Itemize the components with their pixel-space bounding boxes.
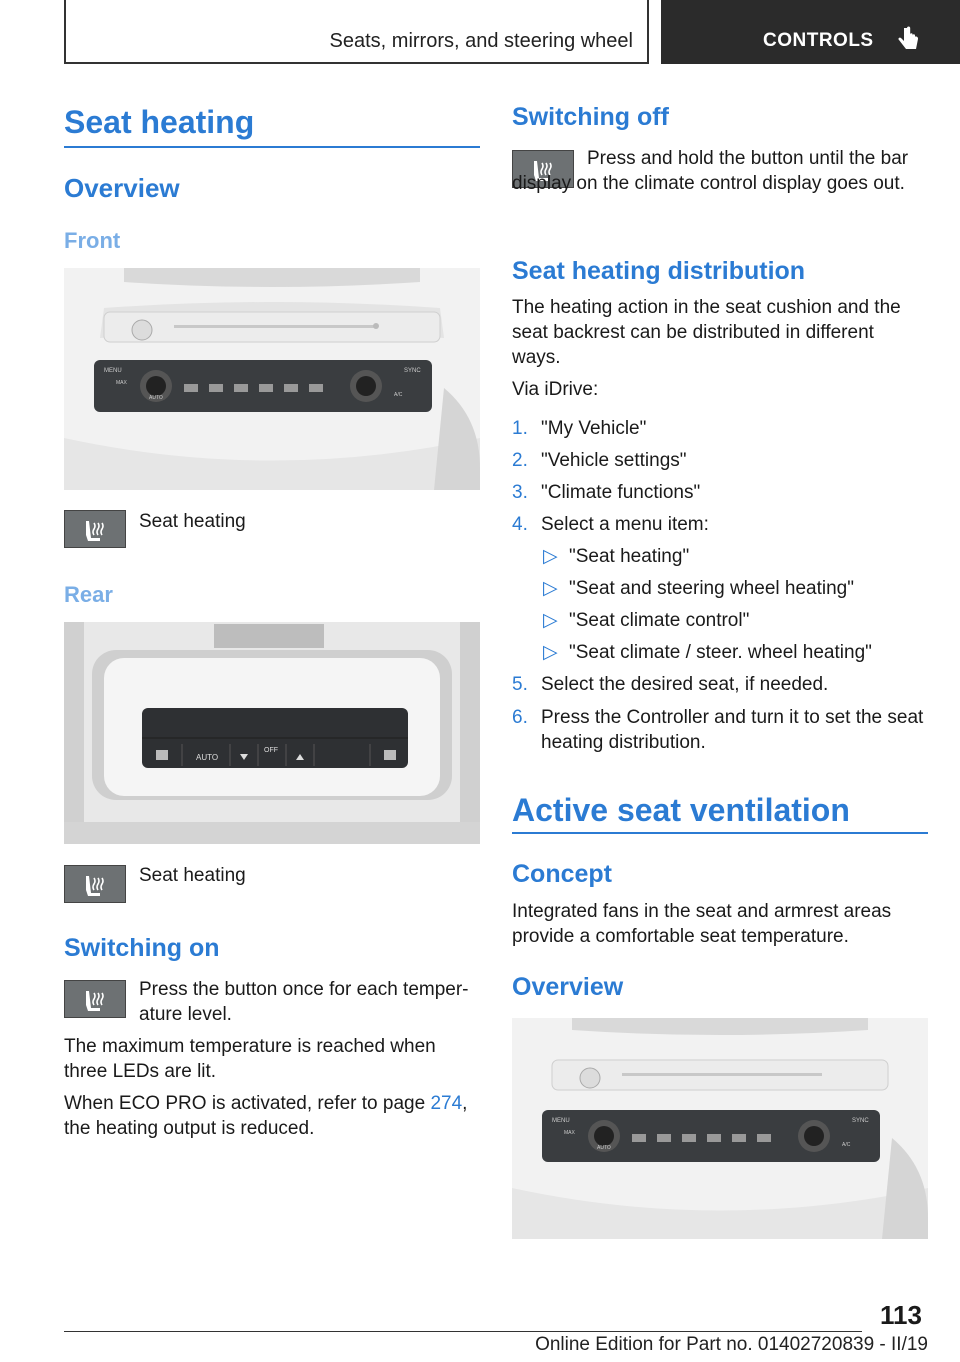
sub-list-item: "Seat heating": [569, 546, 690, 567]
switching-off-heading: Switching off: [512, 103, 669, 131]
step-number: 5.: [512, 674, 528, 695]
chapter-tab: [661, 0, 960, 64]
panel-label-ac: A/C: [842, 1142, 851, 1148]
hand-pointer-icon: [897, 26, 921, 54]
panel-label-sync: SYNC: [404, 368, 421, 374]
seat-heating-icon: [82, 517, 110, 543]
panel-label-auto: AUTO: [149, 395, 163, 401]
list-item: [512, 672, 528, 697]
rear-seat-heating-button: [64, 865, 126, 903]
switch-on-button: [64, 980, 126, 1018]
page-link-274[interactable]: 274: [430, 1093, 463, 1114]
step-number: 2.: [512, 450, 528, 471]
panel-label-auto: AUTO: [597, 1145, 611, 1151]
eco-text-pre: When ECO PRO is activated, refer to page: [64, 1093, 431, 1114]
front-heading: Front: [64, 228, 121, 253]
chapter-label: CONTROLS: [763, 30, 874, 51]
list-item: [512, 416, 528, 441]
seat-heating-icon: [82, 987, 110, 1013]
list-item: [512, 705, 528, 730]
ventilation-rule: [512, 832, 928, 834]
ventilation-overview-heading: Overview: [512, 973, 624, 1001]
eco-text-post: , the heating output is reduced.: [64, 1093, 468, 1139]
list-item: [512, 512, 528, 537]
rear-label-auto: AUTO: [196, 753, 219, 762]
rear-climate-panel-photo: [64, 622, 480, 844]
panel-label-ac: A/C: [394, 392, 403, 398]
triangle-bullet-icon: ▷: [543, 578, 558, 599]
concept-text: Integrated fans in the seat and armrest areas provide a comfortable seat temperature.: [512, 901, 892, 947]
switching-off-text: Press and hold the button until the bar display on the climate control display goes out.: [512, 148, 909, 194]
list-item: [512, 480, 528, 505]
switching-on-text: Press the button once for each temper-ature level.: [139, 979, 469, 1025]
seat-heating-icon: [82, 872, 110, 898]
sub-list-item: "Seat and steering wheel heating": [569, 578, 854, 599]
list-item-text: Press the Controller and turn it to set the seat heating distribution.: [541, 707, 924, 753]
section-title: Seats, mirrors, and steering wheel: [329, 30, 633, 52]
panel-label-menu: MENU: [552, 1118, 570, 1124]
triangle-bullet-icon: ▷: [543, 546, 558, 567]
panel-label-sync: SYNC: [852, 1118, 869, 1124]
eco-pro-text: [64, 1091, 478, 1141]
seat-heating-button: [64, 510, 126, 548]
triangle-bullet-icon: ▷: [543, 610, 558, 631]
list-item-text: "Climate functions": [541, 482, 701, 503]
sub-list-item: "Seat climate control": [569, 610, 750, 631]
title-rule: [64, 146, 480, 148]
distribution-text: The heating action in the seat cushion and the seat backrest can be distributed in different ways.: [512, 297, 901, 368]
page-title: Seat heating: [64, 104, 255, 140]
step-number: 6.: [512, 707, 528, 728]
page-number: 113: [880, 1300, 922, 1330]
list-item-text: Select a menu item:: [541, 514, 709, 535]
panel-label-max: MAX: [116, 380, 127, 386]
step-number: 1.: [512, 418, 528, 439]
via-idrive: Via iDrive:: [512, 379, 599, 400]
panel-label-menu: MENU: [104, 368, 122, 374]
list-item: [512, 448, 528, 473]
rear-icon-caption: Seat heating: [139, 865, 246, 886]
ventilation-panel-photo: [512, 1018, 928, 1239]
sub-list-item: "Seat climate / steer. wheel heating": [569, 642, 872, 663]
step-number: 4.: [512, 514, 528, 535]
panel-label-max: MAX: [564, 1130, 575, 1136]
list-item-text: Select the desired seat, if needed.: [541, 674, 829, 695]
front-icon-caption: Seat heating: [139, 511, 246, 532]
edition-note: Online Edition for Part no. 01402720839 - II/19: [535, 1334, 928, 1355]
distribution-heading: Seat heating distribution: [512, 257, 806, 285]
rear-heading: Rear: [64, 582, 113, 607]
step-number: 3.: [512, 482, 528, 503]
footer-rule: [64, 1331, 862, 1332]
switching-on-heading: Switching on: [64, 934, 220, 962]
list-item-text: "My Vehicle": [541, 418, 647, 439]
max-temp-text: The maximum temperature is reached when three LEDs are lit.: [64, 1036, 436, 1082]
ventilation-title: Active seat ventilation: [512, 792, 850, 828]
rear-label-off: OFF: [264, 747, 278, 754]
overview-heading: Overview: [64, 173, 180, 203]
triangle-bullet-icon: ▷: [543, 642, 558, 663]
list-item-text: "Vehicle settings": [541, 450, 687, 471]
running-header: [64, 0, 649, 64]
front-climate-panel-photo: [64, 268, 480, 490]
concept-heading: Concept: [512, 860, 612, 888]
